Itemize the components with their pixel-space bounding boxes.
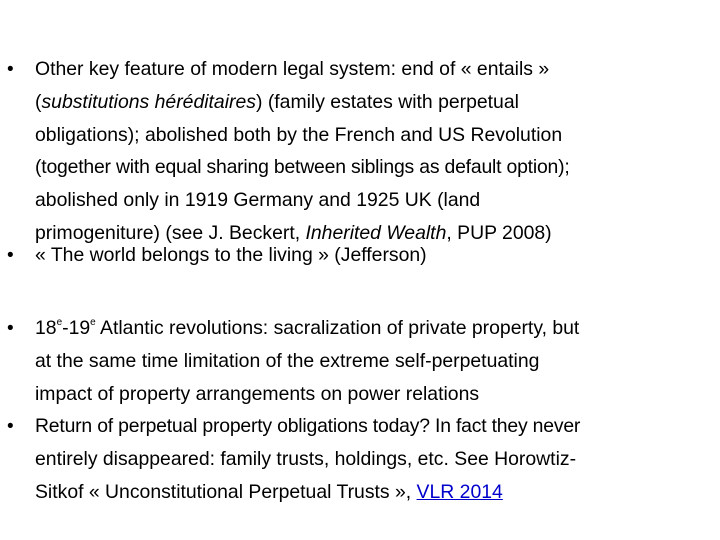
text-span: 18: [35, 317, 57, 339]
text-line: impact of property arrangements on power relations: [35, 382, 480, 405]
text-span: Atlantic revolutions: sacralization of private property, but: [95, 317, 580, 339]
text-line: [35, 86, 717, 119]
text-line: [35, 312, 717, 345]
text-line: obligations); abolished both by the French and US Revolution: [35, 123, 563, 146]
bullet-text: [35, 410, 717, 508]
vlr-2014-link[interactable]: VLR 2014: [416, 480, 503, 503]
bullet-dot: •: [7, 318, 14, 339]
text-span: , PUP 2008): [446, 221, 552, 244]
bullet-dot: •: [7, 245, 14, 266]
bullet-text: [35, 53, 717, 250]
text-line: Other key feature of modern legal system: end of « entails »: [35, 58, 550, 80]
text-span: -19: [62, 317, 91, 339]
bullet-dot: •: [7, 59, 14, 80]
text-line: [35, 476, 717, 509]
superscript: e: [90, 317, 96, 328]
text-line: (together with equal sharing between siblings as default option);: [35, 156, 570, 179]
text-line: entirely disappeared: family trusts, holdings, etc. See Horowtiz-: [35, 447, 577, 470]
superscript: e: [56, 317, 63, 328]
text-line: at the same time limitation of the extreme self-perpetuating: [35, 349, 540, 372]
text-line: Return of perpetual property obligations today? In fact they never: [35, 415, 581, 437]
bullet-dot: •: [7, 416, 14, 437]
italic-term: substitutions héréditaires: [41, 90, 256, 113]
bullet-text: [35, 239, 717, 272]
text-line: « The world belongs to the living » (Jefferson): [35, 244, 427, 266]
text-line: abolished only in 1919 Germany and 1925 UK (land: [35, 189, 481, 212]
text-span: primogeniture) (see J. Beckert,: [35, 221, 306, 244]
italic-book-title: Inherited Wealth: [305, 221, 447, 244]
text-span: (: [35, 90, 42, 113]
text-span: ) (family estates with perpetual: [255, 90, 519, 113]
bullet-text: [35, 312, 717, 410]
text-span: Sitkof « Unconstitutional Perpetual Trusts »,: [35, 480, 417, 503]
